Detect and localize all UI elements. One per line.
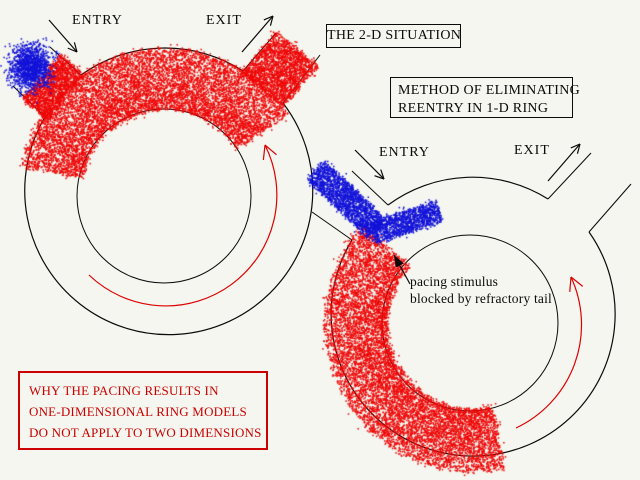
why-caption-line2: ONE-DIMENSIONAL RING MODELS [29, 404, 247, 419]
situation-title-box [326, 24, 461, 48]
left-rotation-arc [89, 145, 277, 306]
pacing-stimulus-arrow-head [394, 255, 404, 268]
pacing-stimulus-arrow [394, 255, 410, 284]
left-entry-label: ENTRY [72, 13, 123, 28]
pacing-annotation-line1: pacing stimulus [410, 274, 499, 289]
left-rotation-arrowhead-barb0 [263, 145, 265, 160]
left-exit-label: EXIT [206, 13, 242, 28]
pacing-annotation-line2: blocked by refractory tail [410, 291, 553, 306]
right-exit-arrow-shaft [548, 144, 580, 181]
method-title-box [390, 77, 581, 118]
left-exit-arrow [242, 16, 273, 52]
method-title-line1: METHOD OF ELIMINATING [398, 83, 581, 98]
why-caption-line3: DO NOT APPLY TO TWO DIMENSIONS [29, 425, 262, 440]
pacing-annotation [410, 273, 552, 307]
why-caption-box [18, 371, 268, 450]
method-title-line2: REENTRY IN 1-D RING [398, 101, 549, 116]
right-exit-arrow [548, 144, 580, 181]
right-entry-label: ENTRY [379, 145, 430, 160]
right-rotation-arrowhead-barb0 [570, 277, 571, 292]
right-exit-label: EXIT [514, 143, 550, 158]
why-caption-line1: WHY THE PACING RESULTS IN [29, 383, 219, 398]
left-exit-arrow-shaft [242, 16, 273, 52]
situation-title-text: THE 2-D SITUATION [327, 28, 462, 43]
